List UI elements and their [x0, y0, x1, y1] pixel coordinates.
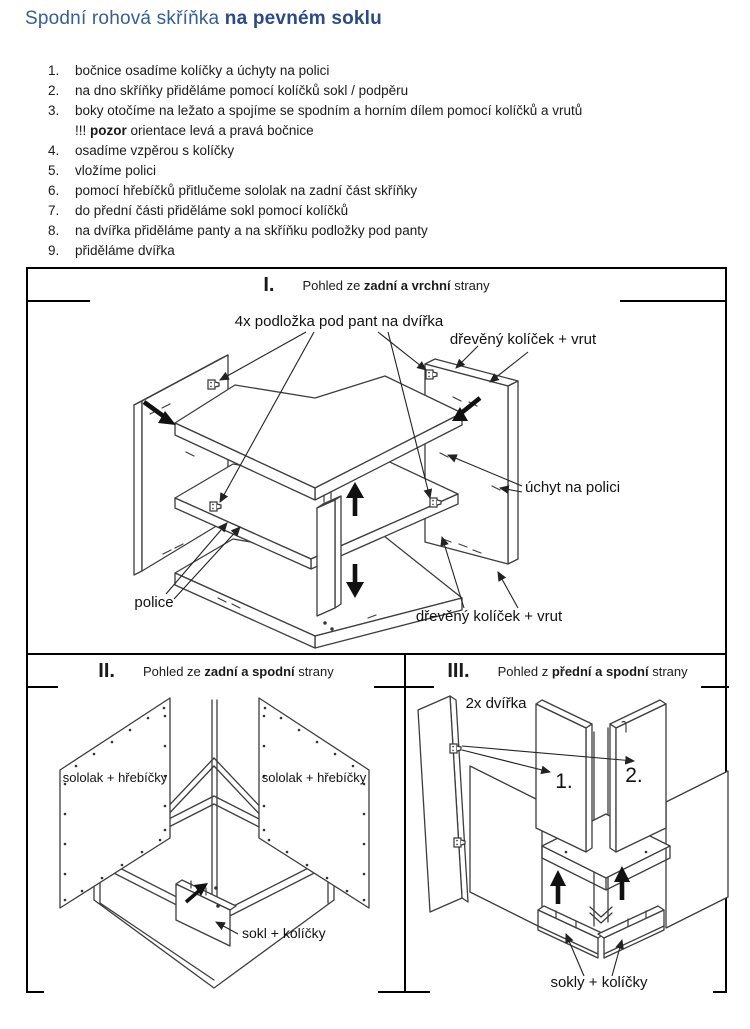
plinth-board: [176, 880, 236, 946]
diagram-panel-1: [26, 267, 727, 655]
step-text: bočnice osadíme kolíčky a úchyty na polici: [75, 63, 330, 78]
step-item: [48, 201, 708, 221]
back-panel-right: [259, 698, 369, 908]
panel3-header: [406, 655, 729, 688]
page-title: [25, 8, 382, 30]
label-hinge-pads: 4x podložka pod pant na dvířka: [234, 313, 444, 330]
step-number: 2.: [48, 83, 60, 98]
exploded-view-back-top: [28, 302, 725, 653]
label-order-1: 1.: [555, 770, 573, 793]
step-item: [48, 241, 708, 261]
step-text: pomocí hřebíčků přitlučeme sololak na zadní část skříňky: [75, 183, 418, 198]
label-plinth: sokl + kolíčky: [242, 925, 326, 941]
exploded-view-back-bottom: [28, 688, 402, 991]
step-item: [48, 101, 708, 141]
label-back-panel-left: sololak + hřebíčky: [62, 770, 168, 785]
label-shelf: police: [134, 594, 174, 611]
label-order-2: 2.: [625, 764, 643, 787]
step-item: [48, 81, 708, 101]
diagram-panel-2: [28, 655, 404, 993]
panel3-numeral: III.: [447, 660, 470, 682]
diagram-panel-3: [406, 655, 729, 993]
note-bold: pozor: [90, 123, 127, 138]
step-number: 6.: [48, 183, 60, 198]
step-number: 8.: [48, 223, 60, 238]
page-title-regular: Spodní rohová skříňka: [25, 8, 225, 29]
step-text: vložíme polici: [75, 163, 157, 178]
panel1-view-title: Pohled ze zadní a vrchní strany: [302, 278, 490, 293]
panel1-header: [28, 269, 725, 302]
label-plinths: sokly + kolíčky: [550, 974, 648, 991]
step-number: 7.: [48, 203, 60, 218]
assembly-steps-list: [48, 61, 708, 261]
back-panel-left: [60, 698, 170, 908]
dowel-dot: [216, 904, 220, 908]
right-side-board: [425, 359, 518, 564]
exploded-view-front-bottom: [406, 688, 729, 991]
note-prefix: !!!: [75, 123, 91, 138]
step-number: 9.: [48, 243, 60, 258]
step-text: do přední části přiděláme sokl pomocí kolíčků: [75, 203, 349, 218]
step-number: 3.: [48, 103, 60, 118]
step-text: boky otočíme na ležato a spojíme se spodním a horním dílem pomocí kolíčků a vrutů: [75, 103, 583, 118]
panel2-numeral: II.: [98, 660, 115, 682]
step-item: [48, 181, 708, 201]
door-with-hinges: [418, 696, 468, 912]
panel3-view-title: Pohled z přední a spodní strany: [497, 664, 688, 679]
diagram-row-2: [26, 655, 727, 993]
label-dowel-screw-bottom: dřevěný kolíček + vrut: [415, 608, 563, 625]
right-front-wall: [666, 771, 728, 928]
left-front-wall: [470, 766, 542, 928]
step-item: [48, 161, 708, 181]
step-item: [48, 141, 708, 161]
panel1-numeral: I.: [263, 274, 275, 296]
step-text: osadíme vzpěrou s kolíčky: [75, 143, 235, 158]
page-title-bold: na pevném soklu: [224, 8, 382, 29]
panel2-header: [28, 655, 404, 688]
arrow-up-icon: [550, 870, 566, 904]
note-rest: orientace levá a pravá bočnice: [126, 123, 314, 138]
dowel-dot: [214, 886, 218, 890]
step-text: přiděláme dvířka: [75, 243, 175, 258]
panel2-view-title: Pohled ze zadní a spodní strany: [142, 664, 334, 679]
step-warning-note: [75, 121, 708, 141]
step-item: [48, 221, 708, 241]
label-doors: 2x dvířka: [465, 695, 527, 712]
step-number: 5.: [48, 163, 60, 178]
label-dowel-screw-top: dřevěný kolíček + vrut: [449, 331, 597, 348]
step-item: [48, 61, 708, 81]
label-back-panel-right: sololak + hřebíčky: [261, 770, 367, 785]
step-text: na dvířka přiděláme panty a na skříňku podložky pod panty: [75, 223, 428, 238]
step-text: na dno skříňky přiděláme pomocí kolíčků sokl / podpěru: [75, 83, 409, 98]
step-number: 1.: [48, 63, 60, 78]
step-number: 4.: [48, 143, 60, 158]
label-shelf-support: úchyt na polici: [525, 479, 621, 496]
